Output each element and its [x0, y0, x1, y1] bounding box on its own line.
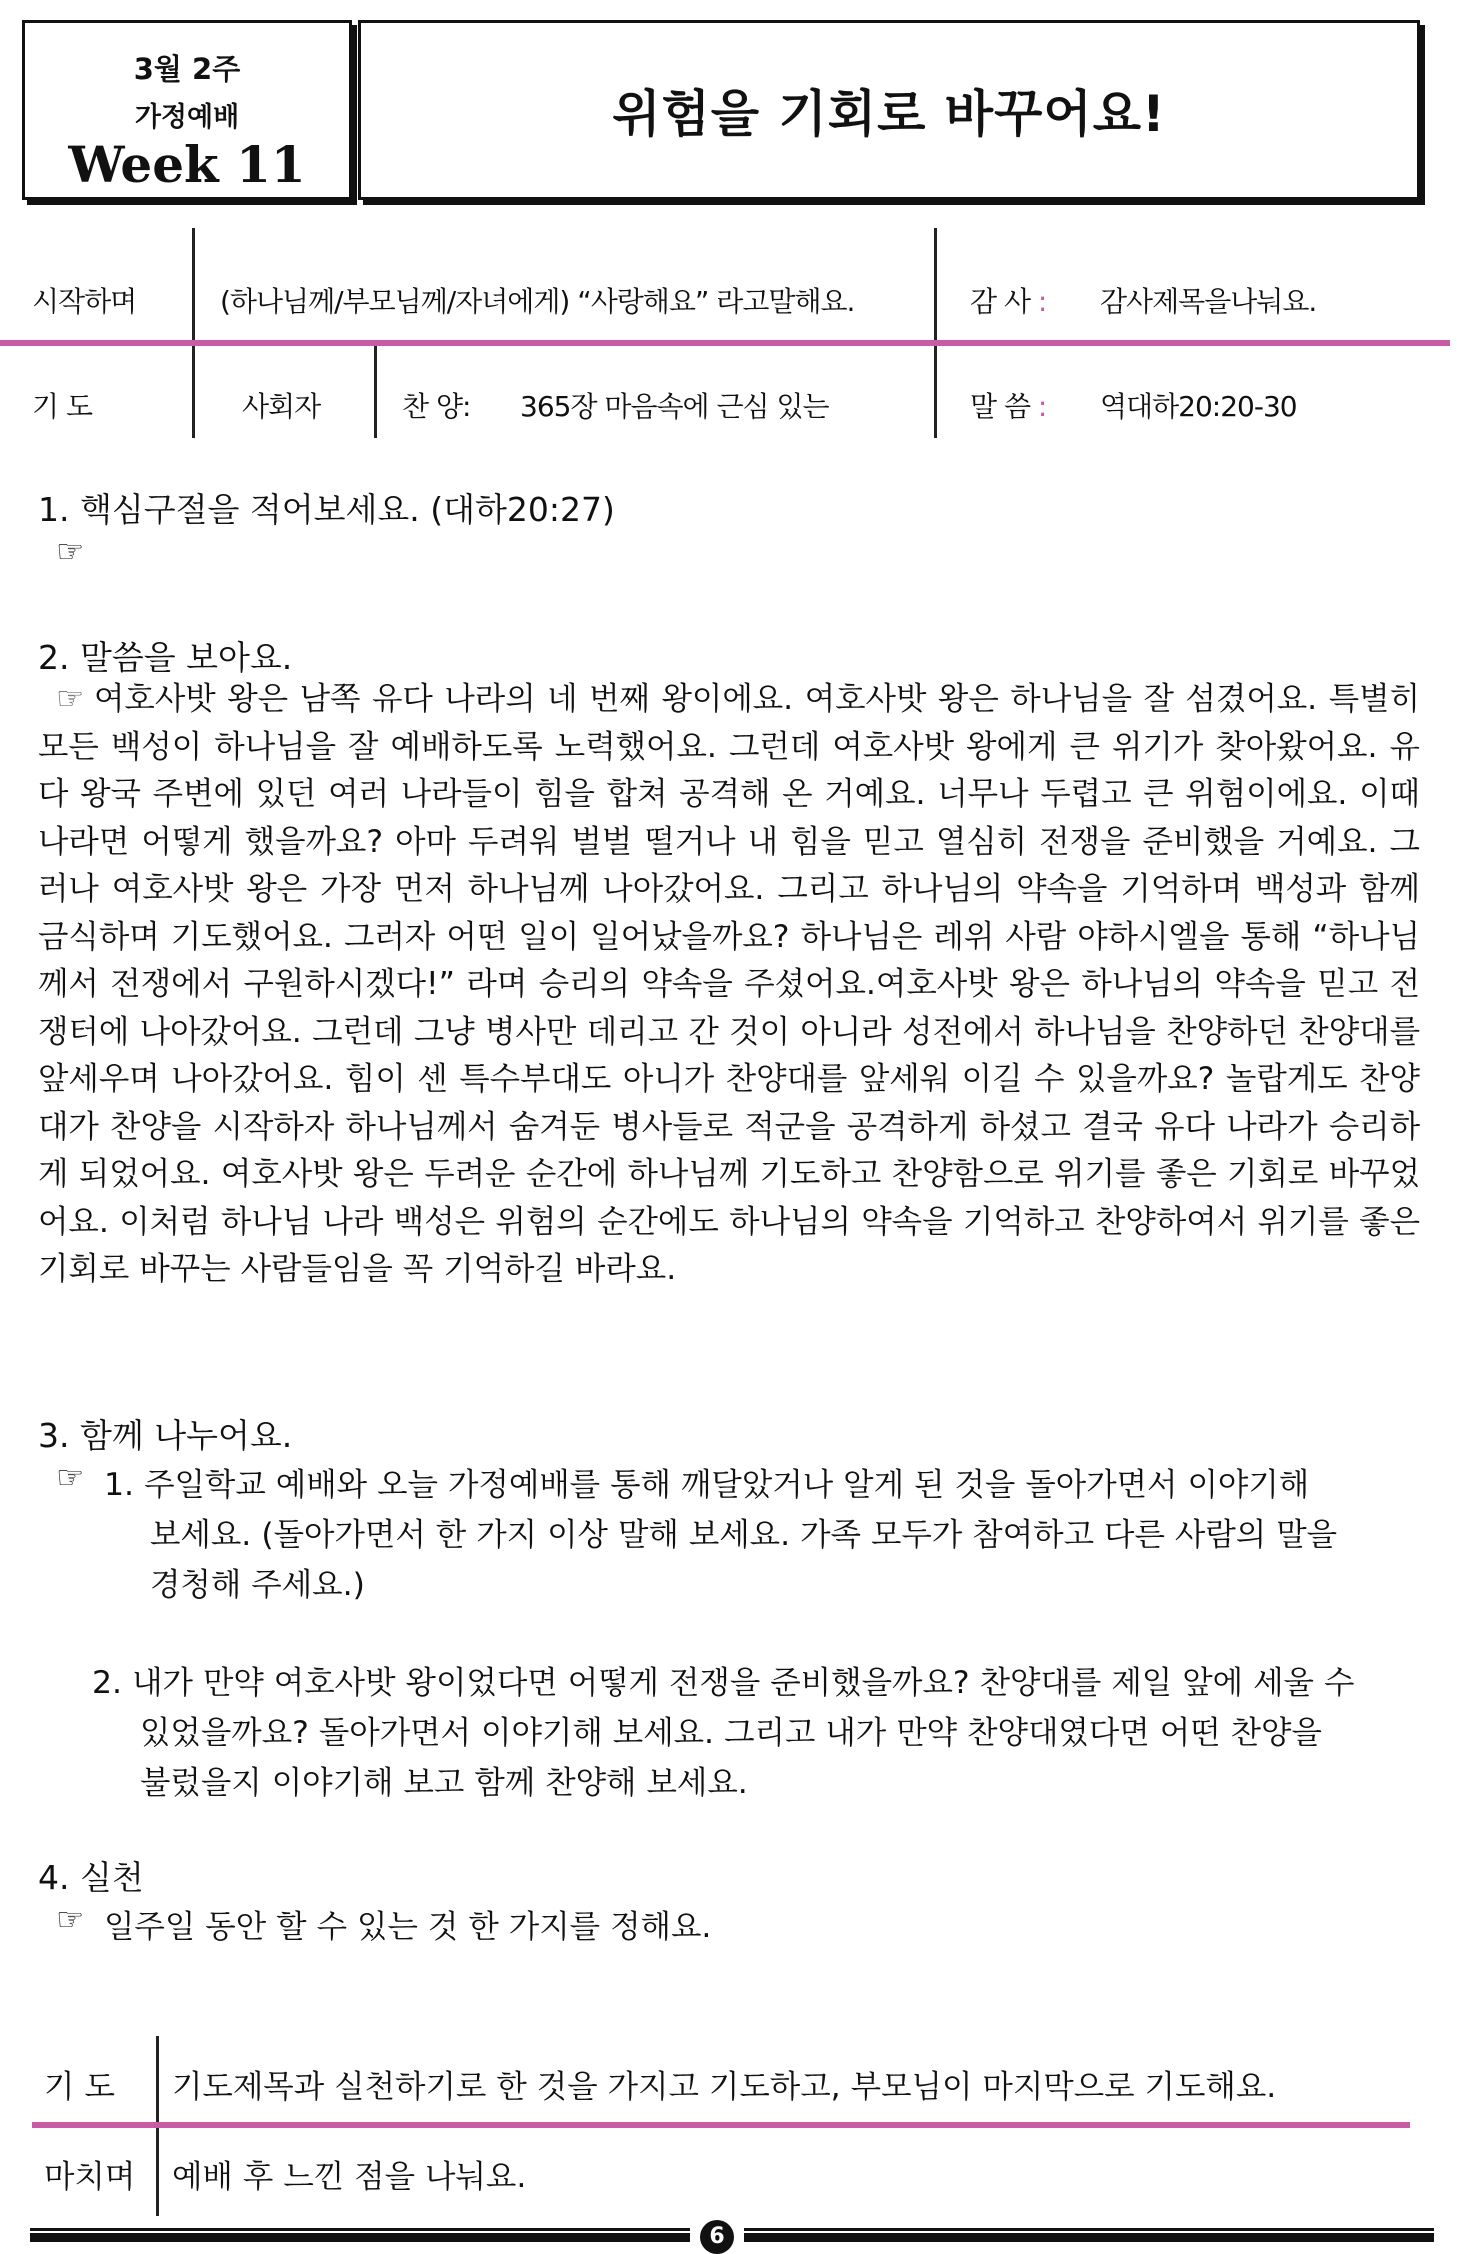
hymn-text: 365장 마음속에 근심 있는: [520, 390, 829, 423]
closing-divider: [156, 2128, 159, 2216]
thanks-colon: :: [1037, 285, 1047, 318]
table-divider: [374, 342, 377, 438]
week-number: Week 11: [68, 135, 306, 194]
pointer-icon: ☞: [56, 1902, 85, 1938]
question-1-line: 1. 주일학교 예배와 오늘 가정예배를 통해 깨달았거나 알게 된 것을 돌아가면서 이야기해: [104, 1467, 1310, 1503]
thanks-text: 감사제목을나눠요.: [1100, 285, 1317, 318]
section-4-heading: 4. 실천: [38, 1858, 144, 1897]
thanks-label-text: 감 사: [970, 285, 1030, 318]
footer-rule-right: [744, 2228, 1434, 2242]
word-label: [970, 385, 1046, 425]
leader-label: 사회자: [242, 390, 321, 423]
closing-prayer-text: 기도제목과 실천하기로 한 것을 가지고 기도하고, 부모님이 마지막으로 기도해요.: [172, 2069, 1277, 2105]
question-2-line: 2. 내가 만약 여호사밧 왕이었다면 어떻게 전쟁을 준비했을까요? 찬양대를 제일 앞에 세울 수: [92, 1665, 1355, 1701]
practice-text: 일주일 동안 할 수 있는 것 한 가지를 정해요.: [104, 1909, 712, 1945]
pointer-icon: ☞: [56, 681, 85, 717]
page-title: 위험을 기회로 바꾸어요!: [612, 85, 1166, 143]
pointer-icon: ☞: [56, 1460, 85, 1496]
week-type: 가정예배: [134, 102, 240, 133]
week-date: 3월 2주: [133, 52, 241, 86]
scripture-story-text: 여호사밧 왕은 남쪽 유다 나라의 네 번째 왕이에요. 여호사밧 왕은 하나님을 잘 섬겼어요. 특별히 모든 백성이 하나님을 잘 예배하도록 노력했어요. 그런데 여호사밧 왕에게 큰 위기가 찾아왔어요. 유다 왕국 주변에 있던 여러 나라들이 힘을 합쳐 공격해 온 거예요. 너무나 두렵고 큰 위험이에요. 이때 나라면 어떻게 했을까요? 아마 두려워 벌벌 떨거나 내 힘을 믿고 열심히 전쟁을 준비했을 거예요. 그러나 여호사밧 왕은 가장 먼저 하나님께 나아갔어요. 그리고 하나님의 약속을 기억하며 백성과 함께 금식하며 기도했어요. 그러자 어떤 일이 일어났을까요? 하나님은 레위 사람 야하시엘을 통해 “하나님께서 전쟁에서 구원하시겠다!” 라며 승리의 약속을 주셨어요.여호사밧 왕은 하나님의 약속을 믿고 전쟁터에 나아갔어요. 그런데 그냥 병사만 데리고 간 것이 아니라 성전에서 하나님을 찬양하던 찬양대를 앞세우며 나아갔어요. 힘이 센 특수부대도 아니가 찬양대를 앞세워 이길 수 있을까요? 놀랍게도 찬양대가 찬양을 시작하자 하나님께서 숨겨둔 병사들로 적군을 공격하게 하셨고 결국 유다 나라가 승리하게 되었어요. 여호사밧 왕은 두려운 순간에 하나님께 기도하고 찬양함으로 위기를 좋은 기회로 바꾸었어요. 이처럼 하나님 나라 백성은 위험의 순간에도 하나님의 약속을 기억하고 찬양하여서 위기를 좋은 기회로 바꾸는 사람들임을 꼭 기억하길 바라요.: [38, 681, 1421, 1287]
pointer-icon: ☞: [56, 534, 85, 570]
section-3-heading: 3. 함께 나누어요.: [38, 1416, 293, 1455]
question-1-line: 보세요. (돌아가면서 한 가지 이상 말해 보세요. 가족 모두가 참여하고 다른 사람의 말을: [150, 1517, 1338, 1553]
week-info-box: [22, 20, 352, 200]
scripture-story: [38, 676, 1420, 1294]
section-2-heading: 2. 말씀을 보아요.: [38, 638, 293, 677]
question-2-line: 불렀을지 이야기해 보고 함께 찬양해 보세요.: [140, 1765, 748, 1801]
hymn-label: 찬 양:: [402, 390, 471, 423]
closing-separator: [32, 2122, 1410, 2128]
question-2-line: 있었을까요? 돌아가면서 이야기해 보세요. 그리고 내가 만약 찬양대였다면 어떤 찬양을: [140, 1715, 1322, 1751]
table-divider: [934, 228, 937, 438]
title-box: [358, 20, 1420, 200]
closing-prayer-label: 기 도: [44, 2069, 115, 2105]
word-text: 역대하20:20-30: [1100, 390, 1297, 423]
section-1-heading: 1. 핵심구절을 적어보세요. (대하20:27): [38, 490, 615, 529]
page-number: 6: [700, 2220, 734, 2254]
prayer-label: 기 도: [32, 390, 92, 423]
word-label-text: 말 씀: [970, 390, 1030, 423]
closing-end-label: 마치며: [44, 2159, 136, 2195]
word-colon: :: [1037, 390, 1047, 423]
table-divider: [192, 228, 195, 438]
closing-end-text: 예배 후 느낀 점을 나눠요.: [172, 2159, 527, 2195]
footer-rule-left: [30, 2228, 690, 2242]
thanks-label: [970, 280, 1046, 320]
start-text: (하나님께/부모님께/자녀에게) “사랑해요” 라고말해요.: [220, 285, 855, 318]
start-label: 시작하며: [32, 285, 137, 318]
question-1-line: 경청해 주세요.): [150, 1567, 365, 1603]
table-separator: [0, 340, 1450, 346]
closing-divider: [156, 2036, 159, 2124]
